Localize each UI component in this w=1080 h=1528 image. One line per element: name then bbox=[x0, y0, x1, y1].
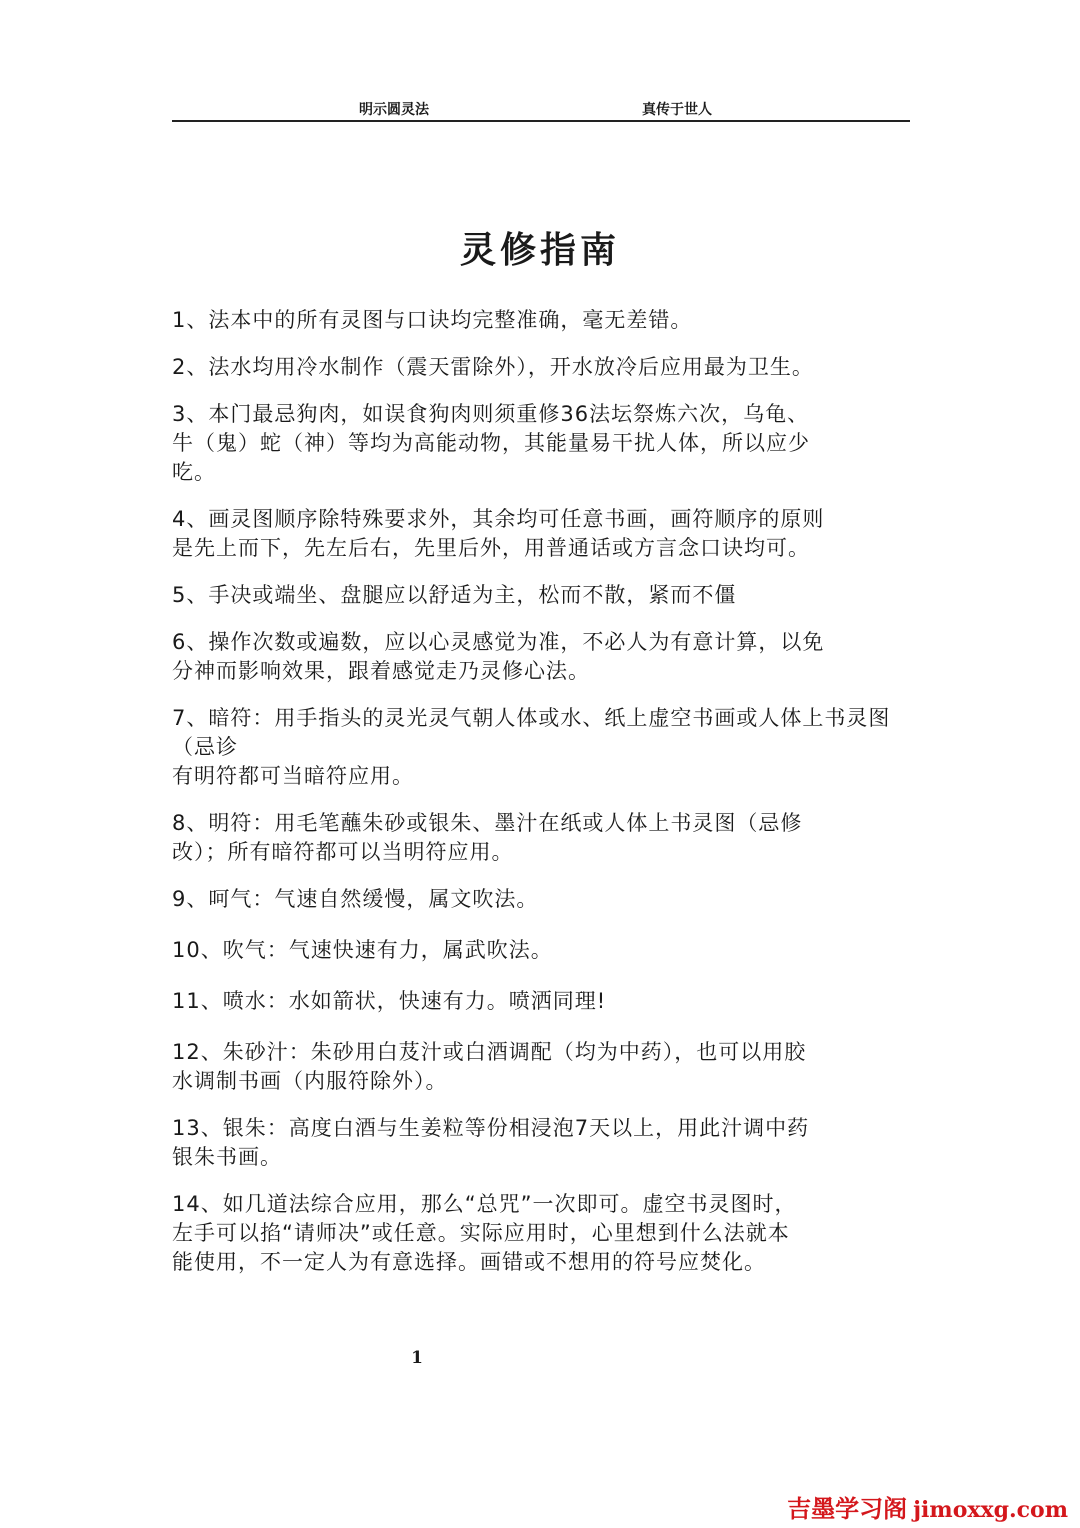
guideline-line: 左手可以掐“请师决”或任意。实际应用时，心里想到什么法就本 bbox=[172, 1221, 790, 1245]
watermark-site-name: 吉墨学习阁 bbox=[787, 1495, 908, 1523]
guideline-item bbox=[172, 936, 912, 965]
guideline-item bbox=[172, 306, 912, 335]
guideline-item bbox=[172, 1038, 912, 1096]
guideline-item bbox=[172, 987, 912, 1016]
guideline-line: 分神而影响效果，跟着感觉走乃灵修心法。 bbox=[172, 659, 590, 683]
guideline-item bbox=[172, 1190, 912, 1277]
guideline-line: 1、法本中的所有灵图与口诀均完整准确，毫无差错。 bbox=[172, 308, 693, 332]
guideline-line: 9、呵气：气速自然缓慢，属文吹法。 bbox=[172, 887, 539, 911]
guideline-item bbox=[172, 353, 912, 382]
guideline-line: 3、本门最忌狗肉，如误食狗肉则须重修36法坛祭炼六次，乌龟、 bbox=[172, 402, 810, 426]
guideline-line: 10、吹气：气速快速有力，属武吹法。 bbox=[172, 938, 553, 962]
page-title: 灵修指南 bbox=[459, 229, 620, 271]
guideline-line: 8、明符：用毛笔蘸朱砂或银朱、墨汁在纸或人体上书灵图（忌修 bbox=[172, 811, 803, 835]
guideline-line: 有明符都可当暗符应用。 bbox=[172, 764, 414, 788]
guideline-line: 5、手决或端坐、盘腿应以舒适为主，松而不散，紧而不僵 bbox=[172, 583, 737, 607]
header-left-text: 明示圆灵法 bbox=[359, 102, 429, 118]
guideline-item bbox=[172, 400, 912, 487]
guideline-item bbox=[172, 1114, 912, 1172]
guideline-line: 4、画灵图顺序除特殊要求外，其余均可任意书画，画符顺序的原则 bbox=[172, 507, 825, 531]
guideline-item bbox=[172, 809, 912, 867]
page-number: 1 bbox=[411, 1348, 423, 1368]
guideline-item bbox=[172, 885, 912, 914]
guideline-line: 银朱书画。 bbox=[172, 1145, 282, 1169]
header-rule bbox=[172, 120, 910, 122]
guideline-line: 11、喷水：水如箭状，快速有力。喷洒同理! bbox=[172, 989, 607, 1013]
guideline-line: 2、法水均用冷水制作（震天雷除外），开水放冷后应用最为卫生。 bbox=[172, 355, 814, 379]
guideline-line: 13、银朱：高度白酒与生姜粒等份相浸泡7天以上，用此汁调中药 bbox=[172, 1116, 810, 1140]
guideline-line: 水调制书画（内服符除外）。 bbox=[172, 1069, 448, 1093]
page-header bbox=[172, 96, 910, 124]
guideline-line: 7、暗符：用手指头的灵光灵气朝人体或水、纸上虚空书画或人体上书灵图（忌诊 bbox=[172, 706, 891, 759]
guideline-item bbox=[172, 628, 912, 686]
guideline-line: 能使用，不一定人为有意选择。画错或不想用的符号应焚化。 bbox=[172, 1250, 766, 1274]
guideline-line: 12、朱砂汁：朱砂用白芨汁或白酒调配（均为中药），也可以用胶 bbox=[172, 1040, 807, 1064]
guideline-line: 14、如几道法综合应用，那么“总咒”一次即可。虚空书灵图时， bbox=[172, 1192, 797, 1216]
site-watermark bbox=[783, 1487, 1072, 1526]
guideline-line: 是先上而下，先左后右，先里后外，用普通话或方言念口诀均可。 bbox=[172, 536, 810, 560]
watermark-url: jimoxxg.com bbox=[913, 1497, 1068, 1523]
guideline-item bbox=[172, 704, 912, 791]
guideline-line: 牛（鬼）蛇（神）等均为高能动物，其能量易干扰人体，所以应少 bbox=[172, 431, 810, 455]
guideline-line: 6、操作次数或遍数，应以心灵感觉为准，不必人为有意计算，以免 bbox=[172, 630, 825, 654]
header-right-text: 真传于世人 bbox=[642, 102, 712, 118]
guideline-list bbox=[172, 306, 912, 1295]
guideline-line: 改）；所有暗符都可以当明符应用。 bbox=[172, 840, 514, 864]
guideline-line: 吃。 bbox=[172, 460, 216, 484]
guideline-item bbox=[172, 581, 912, 610]
guideline-item bbox=[172, 505, 912, 563]
